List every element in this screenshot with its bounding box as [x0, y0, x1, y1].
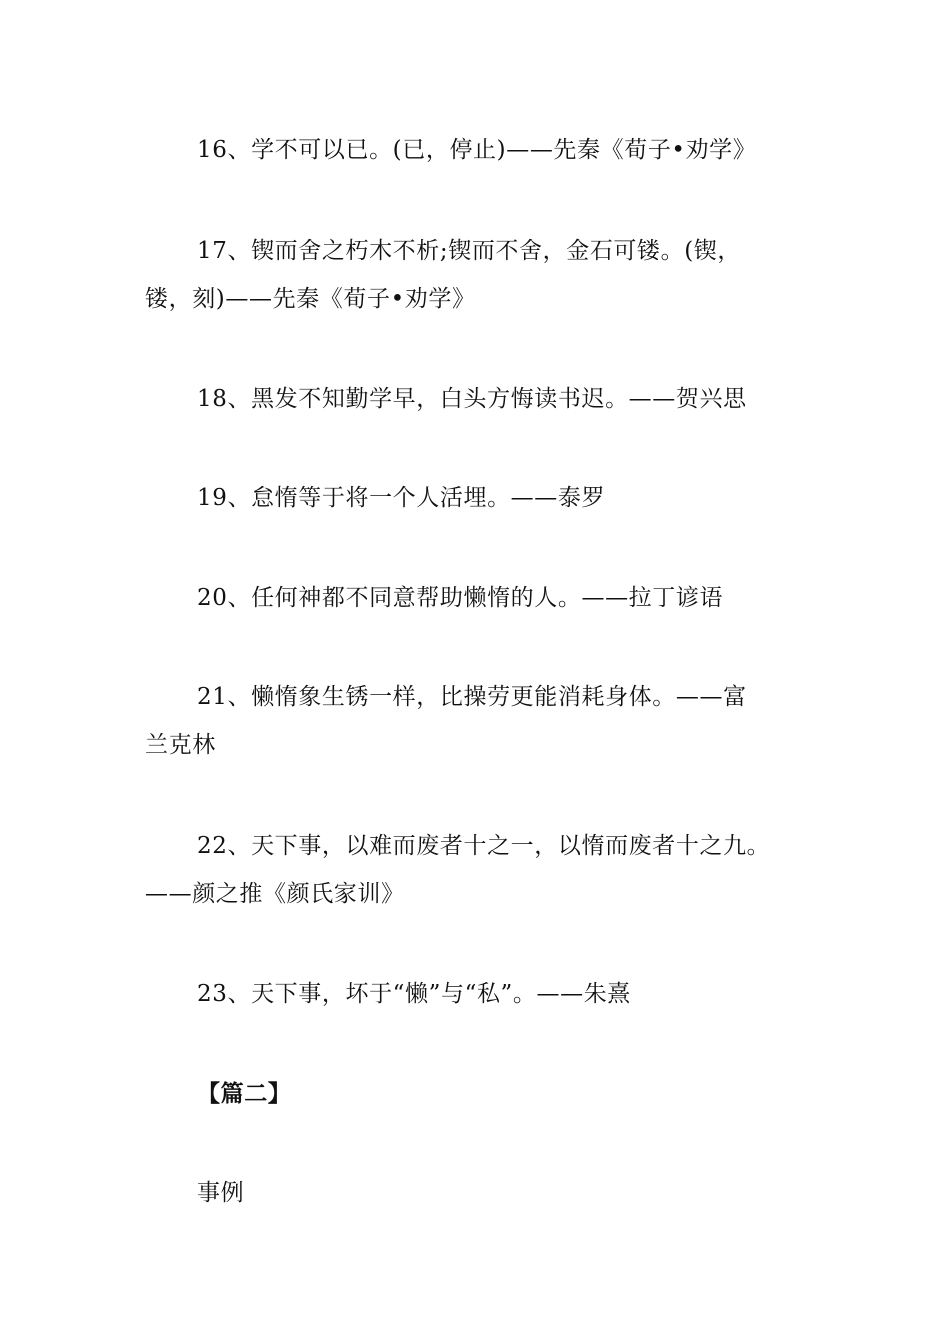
quote-line: 17、锲而舍之朽木不析;锲而不舍，金石可镂。(锲， [197, 238, 741, 264]
quote-21 [145, 673, 815, 769]
quote-20 [145, 574, 815, 622]
quote-line: 21、懒惰象生锈一样，比操劳更能消耗身体。——富 [197, 684, 747, 710]
quote-line: 23、天下事，坏于“懒”与“私”。——朱熹 [197, 981, 631, 1007]
quote-19 [145, 474, 815, 522]
section-heading [145, 1070, 815, 1118]
quote-line: 18、黑发不知勤学早，白头方悔读书迟。——贺兴思 [197, 386, 747, 412]
quote-line-continued: 兰克林 [145, 732, 216, 758]
quote-line: 22、天下事，以难而废者十之一，以惰而废者十之九。 [197, 833, 771, 859]
quote-line-continued: 镂，刻)——先秦《荀子•劝学》 [145, 286, 476, 312]
subheading [145, 1169, 815, 1217]
quote-22 [145, 822, 815, 918]
quote-23 [145, 970, 815, 1018]
quote-line: 19、怠惰等于将一个人活埋。——泰罗 [197, 485, 606, 511]
quote-17 [145, 227, 815, 323]
quote-line-continued: ——颜之推《颜氏家训》 [145, 881, 405, 907]
quote-line: 20、任何神都不同意帮助懒惰的人。——拉丁谚语 [197, 585, 724, 611]
subheading-text: 事例 [197, 1180, 245, 1206]
section-heading-text: 【篇二】 [197, 1081, 292, 1107]
quote-18 [145, 375, 815, 423]
quote-16 [145, 126, 815, 174]
quote-line: 16、学不可以已。(已，停止)——先秦《荀子•劝学》 [197, 137, 757, 163]
